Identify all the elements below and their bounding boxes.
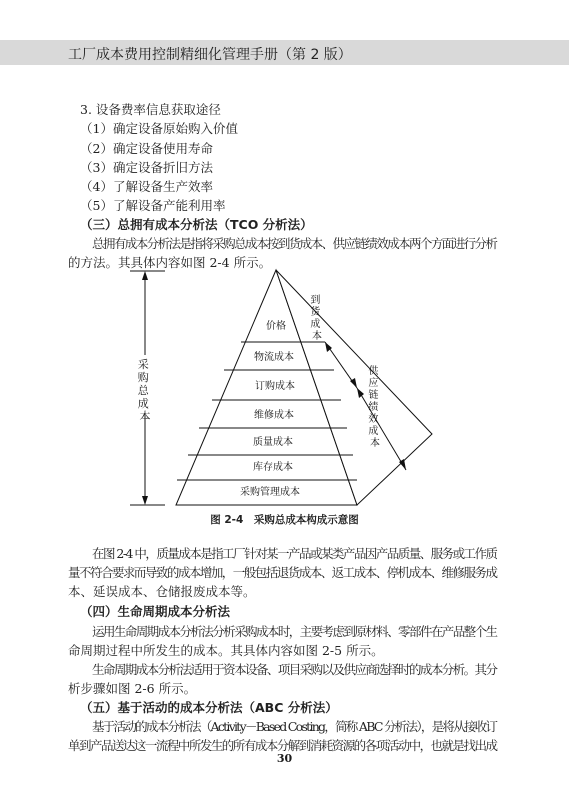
figure-caption: 图 2-4 采购总成本构成示意图	[210, 514, 359, 526]
section-title: 3. 设备费率信息获取途径	[80, 102, 221, 117]
abc-line: 单到产品送达这一流程中所发生的所有成本分解到消耗资源的各项活动中，也就是找出成	[68, 738, 497, 753]
arrival-char-1: 到	[310, 295, 321, 306]
lifecycle-line: 命周期过程中所发生的成本。其具体内容如图 2-5 所示。	[68, 643, 384, 658]
supply-char-2: 应	[368, 378, 379, 389]
supply-cost-label	[368, 364, 381, 449]
header-title: 工厂成本费用控制精细化管理手册（第 2 版）	[68, 47, 352, 63]
supply-char-7: 本	[370, 438, 380, 449]
total-cost-char-5: 本	[139, 410, 151, 423]
layer-ordering: 订购成本	[255, 381, 295, 392]
layer-admin: 采购管理成本	[240, 487, 300, 498]
tco-paragraph-line: 总拥有成本分析法是指将采购总成本按到货成本、供应链绩效成本两个方面进行分析	[92, 236, 497, 251]
left-bracket-arrow-up	[142, 271, 148, 280]
after-figure-line: 在图 2-4 中，质量成本是指工厂针对某一产品或某类产品因产品质量、服务或工作质	[92, 546, 497, 561]
arrival-char-4: 本	[312, 331, 322, 342]
total-cost-char-3: 总	[137, 384, 149, 397]
abc-line: 基于活动的成本分析法（Activity－Based Costing，简称 ABC 分析法），是将从接收订	[92, 719, 497, 734]
supply-char-3: 链	[368, 390, 379, 401]
lifecycle-heading: （四）生命周期成本分析法	[80, 604, 231, 619]
supply-char-4: 绩	[368, 402, 379, 413]
supply-char-1: 供	[368, 366, 379, 377]
after-figure-line: 本、延误成本、仓储报废成本等。	[68, 584, 256, 599]
lifecycle-line: 生命周期成本分析法适用于资本设备、项目采购以及供应商选择时的成本分析。其分	[92, 662, 497, 677]
layer-maintenance: 维修成本	[254, 410, 294, 421]
layer-quality: 质量成本	[253, 437, 293, 448]
lifecycle-line: 运用生命周期成本分析法分析采购成本时，主要考虑到原材料、零部件在产品整个生	[92, 624, 497, 639]
total-cost-char-4: 成	[137, 397, 149, 410]
list-item: （2）确定设备使用寿命	[80, 141, 213, 156]
arrival-cost-label	[310, 293, 323, 342]
lifecycle-line: 析步骤如图 2-6 所示。	[68, 681, 197, 696]
arrival-char-3: 成	[310, 319, 321, 330]
total-cost-label	[138, 358, 153, 423]
list-item: （3）确定设备折旧方法	[80, 160, 213, 175]
layer-inventory: 库存成本	[253, 462, 293, 473]
total-cost-char-2: 购	[137, 371, 149, 384]
tco-paragraph-line: 的方法。其具体内容如图 2-4 所示。	[68, 255, 272, 270]
page-number: 30	[276, 752, 293, 765]
list-item: （4）了解设备生产效率	[80, 179, 213, 194]
tco-heading: （三）总拥有成本分析法（TCO 分析法）	[80, 217, 313, 232]
arrival-char-2: 货	[310, 307, 321, 318]
after-figure-line: 量不符合要求而导致的成本增加，一般包括退货成本、返工成本、停机成本、维修服务成	[68, 565, 497, 580]
pyramid-figure	[0, 260, 569, 510]
total-cost-char-1: 采	[137, 358, 149, 371]
list-item: （1）确定设备原始购入价值	[80, 121, 238, 136]
abc-heading: （五）基于活动的成本分析法（ABC 分析法）	[80, 700, 338, 715]
running-header	[0, 40, 569, 65]
layer-price: 价格	[266, 321, 286, 332]
left-bracket-arrow-down	[142, 496, 148, 505]
layer-logistics: 物流成本	[254, 352, 294, 363]
supply-char-5: 效	[368, 414, 379, 425]
supply-char-6: 成	[368, 426, 379, 437]
list-item: （5）了解设备产能利用率	[80, 198, 226, 213]
